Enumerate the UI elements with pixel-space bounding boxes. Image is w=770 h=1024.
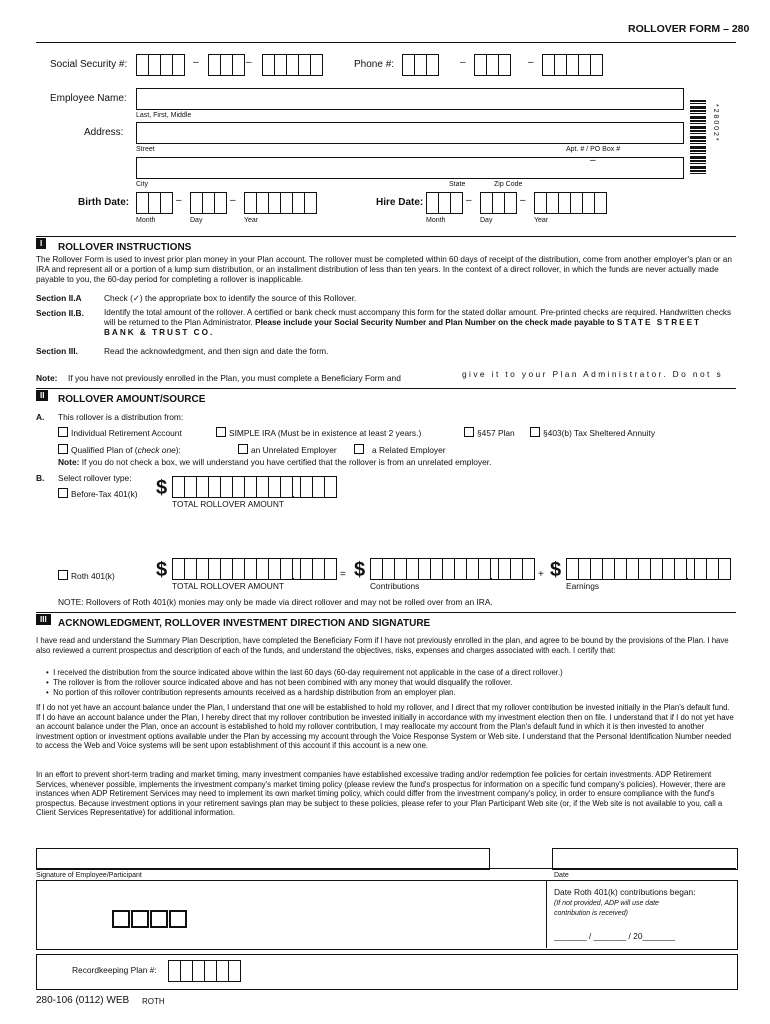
option-403b-label: §403(b) Tax Sheltered Annuity [543,428,656,438]
section-1-rule [36,236,736,237]
option-qualified[interactable] [58,444,181,454]
section-1-intro: The Rollover Form is used to invest prior plan money in your Plan account. The rollover must be completed within 60 days of receipt of the distribution, come from another employer's plan or an IRA and represent all or a portion of a lump sum distribution, or an installment distribution of less than ten years. In the context of a direct rollover, in which the funds are never actually made payable to you, the 60-day period for completing a rollover is inapplicable. [36,255,732,285]
hire-date-label: Hire Date: [376,197,424,208]
form-title: ROLLOVER FORM – 280 [628,23,750,35]
check-one-hint: check one [137,445,176,455]
zip-label: Zip Code [494,181,523,188]
option-roth[interactable] [58,570,115,580]
header-rule [36,42,736,43]
birth-dash-1: – [176,195,182,206]
option-related-label: a Related Employer [372,445,446,455]
ack-paragraph-1: I have read and understand the Summary Plan Description, have completed the Beneficiary Form if I have not previously enrolled in the plan, and agree to be bound by the provisions of the Plan. I have also reviewed a current prospectus and description of each of the funds, and understand the objectives, risks, expenses and charges associated with each. I certify that: [36,636,729,655]
office-use-squares [112,910,188,933]
birth-day-boxes[interactable] [190,192,226,214]
earnings-dollar-sign: $ [550,559,562,581]
contributions-cents-boxes[interactable] [498,558,534,580]
birth-year-label: Year [244,217,259,224]
roth-date-divider [546,880,547,948]
before-tax-dollar-sign: $ [156,477,168,499]
address-label: Address: [84,127,124,138]
employee-name-label: Employee Name: [50,93,127,104]
section-3-rule [36,612,736,613]
date-label: Date [554,872,569,879]
roth-label: Roth 401(k) [71,571,115,581]
hire-day-boxes[interactable] [480,192,516,214]
hire-year-boxes[interactable] [534,192,606,214]
option-related-employer[interactable] [354,444,446,454]
ack-bullet-text: No portion of this rollover contribution represents amounts received as a hardship distribution from an employer plan. [53,688,456,697]
zip-dash: – [590,155,596,166]
before-tax-dollars-boxes[interactable] [172,476,304,498]
city-label: City [136,181,149,188]
option-unrelated-label: an Unrelated Employer [251,445,337,455]
ack-bullet: • The rollover is from the rollover source indicated above and has not been combined with any money that would disqualify the rollover. [46,678,513,687]
name-hint: Last, First, Middle [136,112,192,119]
roth-date-title: Date Roth 401(k) contributions began: [554,887,696,897]
ack-paragraph-2: If I do not yet have an account balance under the Plan, I understand that one will be established to hold my rollover, and I direct that my rollover contribution be invested initially in the Plan's default fund. If I do have an account balance under the Plan, I hereby direct that my rollover contribution be invested initially in accordance with my investment election then on file. I understand that if I do not yet have an account balance under the Plan, once an account is established to hold my rollover contribution, I may reallocate my account from the Plan's default fund in which it is then invested to another investment option or investment options available under the Plan by accessing my account through the Voice Response System or Web site. I understand that the Personal Identification Number needed to access the Web and Voice systems will be sent upon establishment of this account if this account is a new one. [36,703,734,751]
street-label: Street [136,146,155,153]
checkbox-403b[interactable] [530,427,540,437]
hire-dash-1: – [466,195,472,206]
ack-paragraph-3: In an effort to prevent short-term trading and market timing, many investment companies have established excessive trading and/or redemption fee policies for certain investments. ADP Retirement Services, whenever possible, implements the investment company's market timing policy (please review the fund's prospectus for information on a specific fund company's policies). However, there are instances when ADP Retirement Services may need to implement its own market timing policy, which could differ from the investment company's policy, in order to ensure compliance with the fund's prospectus. Because investment options in your retirement savings plan may be subject to these policies, please refer to your Plan Participant Web site (or, if the Web site is not available to you, call a Client Services Representative) for additional information. [36,770,726,818]
section-3-instruction: Read the acknowledgment, and then sign and date the form. [104,346,329,356]
birth-month-label: Month [136,217,156,224]
option-457[interactable] [464,427,515,437]
hire-month-boxes[interactable] [426,192,462,214]
option-ira[interactable] [58,427,182,437]
checkbox-roth[interactable] [58,570,68,580]
section-2b-ref: Section II.B. [36,308,84,318]
ssn-dash-1: – [193,57,199,68]
ssn-part1-boxes[interactable] [136,54,184,76]
equals-sign: = [340,569,346,580]
section-2a-instruction: Check (✓) the appropriate box to identify the source of this Rollover. [104,293,357,303]
earnings-decimal: . [686,571,689,582]
birth-date-label: Birth Date: [78,197,130,208]
note-text: If you have not previously enrolled in the Plan, you must complete a Beneficiary Form and [68,373,401,383]
option-qualified-label: Qualified Plan of ( [71,445,138,455]
roth-total-decimal: . [292,571,295,582]
payee-name: STATE STREET BANK & TRUST CO. [104,318,702,338]
option-457-label: §457 Plan [477,428,515,438]
before-tax-decimal: . [292,489,295,500]
ack-bullets [46,668,726,698]
earnings-dollars-boxes[interactable] [566,558,698,580]
part-a-text: This rollover is a distribution from: [58,412,184,422]
hire-year-label: Year [534,217,549,224]
checkbox-before-tax[interactable] [58,488,68,498]
birth-day-label: Day [190,217,203,224]
signature-rule [36,868,736,869]
signature-field[interactable] [36,848,490,870]
birth-month-boxes[interactable] [136,192,172,214]
ssn-part3-boxes[interactable] [262,54,322,76]
ssn-dash-2: – [246,57,252,68]
checkbox-unrelated-employer[interactable] [238,444,248,454]
ack-bullet: • I received the distribution from the source indicated above within the last 60 days (60-day requirement not applicable in the case of a direct rollover.) [46,668,563,677]
section-3-title: ACKNOWLEDGMENT, ROLLOVER INVESTMENT DIRECTION AND SIGNATURE [58,618,431,629]
roth-date-note-1: (If not provided, ADP will use date [554,900,659,907]
form-code: 280-106 (0112) WEB [36,995,130,1006]
section-2b-text: Identify the total amount of the rollover. A certified or bank check must accompany this form for the stated dollar amount. Pre-printed checks are required. Handwritten checks will be returned to the Plan Administrator. [104,308,732,328]
signature-label: Signature of Employee/Participant [36,872,142,879]
phone-line-boxes[interactable] [542,54,602,76]
part-b-letter: B. [36,473,45,483]
note-tail: give it to your Plan Administrator. Do not s [462,369,724,379]
section-3-roman: III [36,614,51,625]
state-label: State [449,181,466,188]
street-field[interactable] [136,122,684,144]
option-simple-ira[interactable] [216,427,421,437]
roth-total-dollars-boxes[interactable] [172,558,304,580]
phone-dash-1: – [460,57,466,68]
hire-dash-2: – [520,195,526,206]
phone-area-boxes[interactable] [402,54,438,76]
section-2b-instruction [104,308,736,339]
before-tax-total-label: TOTAL ROLLOVER AMOUNT [172,499,284,509]
earnings-label: Earnings [566,581,600,591]
roth-date-note-2: contribution is received) [554,910,628,917]
section-2a-ref: Section II.A [36,293,82,303]
option-before-tax[interactable] [58,488,138,498]
hire-day-label: Day [480,217,493,224]
part-a-note-text: If you do not check a box, we will understand you have certified that the rollover is from an unrelated employer. [81,457,492,467]
recordkeeping-boxes[interactable] [168,960,240,982]
checkbox-related-employer[interactable] [354,444,364,454]
ack-bullet-text: The rollover is from the rollover source indicated above and has not been combined with any money that would disqualify the rollover. [53,678,513,687]
earnings-cents-boxes[interactable] [694,558,730,580]
ack-bullet: • No portion of this rollover contribution represents amounts received as a hardship distribution from an employer plan. [46,688,456,697]
before-tax-cents-boxes[interactable] [300,476,336,498]
employee-name-field[interactable] [136,88,684,110]
roth-total-dollar-sign: $ [156,559,168,581]
contributions-dollar-sign: $ [354,559,366,581]
apt-label: Apt. # / PO Box # [566,146,621,153]
ssn-part2-boxes[interactable] [208,54,244,76]
plus-sign: + [538,569,544,580]
contributions-decimal: . [490,571,493,582]
barcode-graphic [690,100,706,176]
part-b-text: Select rollover type: [58,473,132,483]
phone-dash-2: – [528,57,534,68]
option-qualified-end: ): [175,445,181,455]
checkbox-qualified[interactable] [58,444,68,454]
section-2-rule [36,388,736,389]
checkbox-457[interactable] [464,427,474,437]
roth-total-cents-boxes[interactable] [300,558,336,580]
birth-dash-2: – [230,195,236,206]
birth-year-boxes[interactable] [244,192,316,214]
hire-month-label: Month [426,217,446,224]
contributions-dollars-boxes[interactable] [370,558,502,580]
before-tax-label: Before-Tax 401(k) [71,489,138,499]
phone-label: Phone #: [354,59,395,70]
form-roth-tag: ROTH [142,997,165,1006]
note-label: Note: [36,373,58,383]
section-2b-bold: Please include your Social Security Number and Plan Number on the check made payable to [255,318,615,328]
part-a-note [58,458,491,466]
barcode-text: * 2 8 0 0 2 * [712,104,719,141]
option-unrelated-employer[interactable] [238,444,337,454]
date-field[interactable] [552,848,738,870]
contributions-label: Contributions [370,581,420,591]
section-2-roman: II [36,390,48,401]
roth-date-input[interactable]: _______ / _______ / 20_______ [554,931,676,941]
phone-prefix-boxes[interactable] [474,54,510,76]
checkbox-ira[interactable] [58,427,68,437]
checkbox-simple-ira[interactable] [216,427,226,437]
section-1-title: ROLLOVER INSTRUCTIONS [58,242,192,253]
ssn-label: Social Security #: [50,59,128,70]
option-simple-ira-label: SIMPLE IRA (Must be in existence at least 2 years.) [229,428,422,438]
part-a-letter: A. [36,412,45,422]
roth-note: NOTE: Rollovers of Roth 401(k) monies may only be made via direct rollover and may not be rolled over from an IRA. [58,597,493,607]
ack-bullet-text: I received the distribution from the source indicated above within the last 60 days (60-day requirement not applicable in the case of a direct rollover.) [53,668,563,677]
option-403b[interactable] [530,427,655,437]
city-state-zip-field[interactable] [136,157,684,179]
option-ira-label: Individual Retirement Account [71,428,182,438]
section-2-title: ROLLOVER AMOUNT/SOURCE [58,394,206,405]
section-1-roman: I [36,238,46,249]
section-3-ref: Section III. [36,346,78,356]
recordkeeping-label: Recordkeeping Plan #: [72,965,157,975]
roth-total-label: TOTAL ROLLOVER AMOUNT [172,581,284,591]
part-a-note-label: Note: [58,457,80,467]
